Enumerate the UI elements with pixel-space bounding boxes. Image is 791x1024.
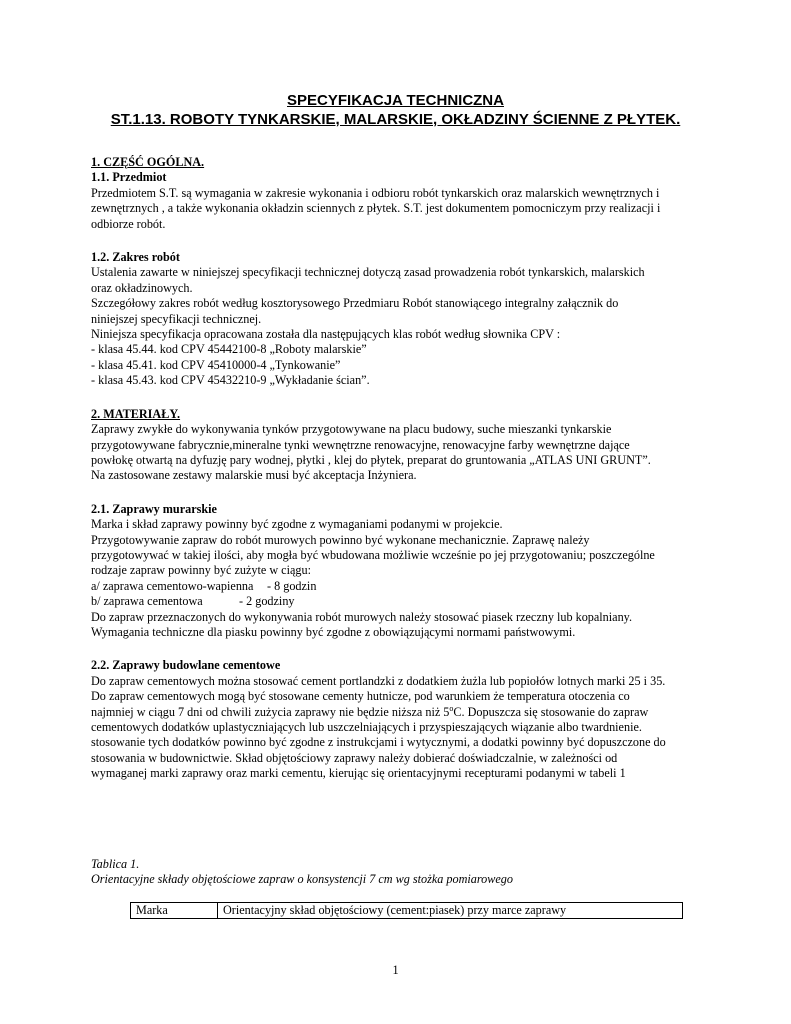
paragraph-line: Zaprawy zwykłe do wykonywania tynków przygotowywane na placu budowy, suche mieszanki tynkarskie <box>91 422 612 437</box>
document-subtitle: ST.1.13. ROBOTY TYNKARSKIE, MALARSKIE, OKŁADZINY ŚCIENNE Z PŁYTEK. <box>110 111 681 128</box>
paragraph-line: Szczegółowy zakres robót według kosztorysowego Przedmiaru Robót stanowiącego integralny załącznik do <box>91 296 619 311</box>
section-1-1-heading: 1.1. Przedmiot <box>91 170 167 185</box>
paragraph-line: wymaganej marki zaprawy oraz marki cementu, kierując się orientacyjnymi recepturami podanymi w tabeli 1 <box>91 766 626 781</box>
degree-superscript: o <box>449 703 454 713</box>
paragraph-line: Na zastosowane zestawy malarskie musi być akceptacja Inżyniera. <box>91 468 417 483</box>
page-number: 1 <box>392 963 399 977</box>
text-fragment: najmniej w ciągu 7 dni od chwili zużycia zaprawy nie będzie niższa niż 5 <box>91 704 450 719</box>
paragraph-line: stosowanie tych dodatków powinno być zgodne z instrukcjami i wytycznymi, a dodatki powinny być dopuszczone do <box>91 735 666 750</box>
paragraph-line: przygotowywane fabrycznie,mineralne tynki wewnętrzne renowacyjne, renowacyjne farby wewnętrzne dające <box>91 437 630 452</box>
table-header-cell: Marka <box>131 903 218 919</box>
paragraph-line: Niniejsza specyfikacja opracowana została dla następujących klas robót według słownika CPV : <box>91 327 561 342</box>
text-fragment: C. Dopuszcza się stosowanie do zapraw <box>453 704 649 719</box>
paragraph-line: Do zapraw cementowych można stosować cement portlandzki z dodatkiem żużla lub popiołów lotnych marki 25 i 35. <box>91 673 666 688</box>
paragraph-line: rodzaje zapraw powinny być zużyte w ciągu: <box>91 563 311 578</box>
mortar-item-b <box>91 594 711 609</box>
list-item: - klasa 45.43. kod CPV 45432210-9 „Wykładanie ścian”. <box>91 373 370 388</box>
table-row <box>131 903 683 919</box>
paragraph-line: Do zapraw cementowych mogą być stosowane cementy hutnicze, pod warunkiem że temperatura otoczenia co <box>91 689 630 704</box>
paragraph-line: odbiorze robót. <box>91 216 166 231</box>
paragraph-line: Przygotowywanie zapraw do robót murowych powinno być wykonane mechanicznie. Zaprawę należy <box>91 532 590 547</box>
paragraph-line: Wymagania techniczne dla piasku powinny być zgodne z obowiązującymi normami państwowymi. <box>91 624 576 639</box>
paragraph-line: Marka i skład zaprawy powinny być zgodne z wymaganiami podanymi w projekcie. <box>91 517 503 532</box>
paragraph-line: Przedmiotem S.T. są wymagania w zakresie wykonania i odbioru robót tynkarskich oraz malarskich wewnętrznych i <box>91 185 660 200</box>
table-caption-title: Orientacyjne składy objętościowe zapraw o konsystencji 7 cm wg stożka pomiarowego <box>91 872 513 887</box>
section-2-1-heading: 2.1. Zaprawy murarskie <box>91 501 217 516</box>
paragraph-line: stosowania w budownictwie. Skład objętościowy zaprawy należy dobierać doświadczalnie, w zależności od <box>91 750 618 765</box>
paragraph-line: oraz okładzinowych. <box>91 280 193 295</box>
paragraph-line: Do zapraw przeznaczonych do wykonywania robót murowych należy stosować piasek rzeczny lub kopalniany. <box>91 609 633 624</box>
document-body <box>91 155 711 782</box>
paragraph-line: cementowych dodatków uplastyczniających lub uszczelniających i przyspieszających wiązanie albo twardnienie. <box>91 720 642 734</box>
mortar-b-time: - 2 godziny <box>239 594 295 609</box>
mortar-a-name: a/ zaprawa cementowo-wapienna <box>91 578 254 593</box>
mortar-a-time: - 8 godzin <box>267 578 317 593</box>
section-2-2-heading: 2.2. Zaprawy budowlane cementowe <box>91 658 281 673</box>
list-item: - klasa 45.41. kod CPV 45410000-4 „Tynkowanie” <box>91 357 341 372</box>
paragraph-line: powłokę otwartą na dyfuzję pary wodnej, płytki , klej do płytek, preparat do gruntowania „ATLAS UNI GRUNT”. <box>91 452 651 467</box>
paragraph-line: przygotowywać w takiej ilości, aby mogła być wbudowana możliwie wcześnie po jej przygotowaniu; poszczególne <box>91 547 655 562</box>
section-2-heading: 2. MATERIAŁY. <box>91 406 181 421</box>
section-1-2-heading: 1.2. Zakres robót <box>91 250 180 265</box>
table-header-cell: Orientacyjny skład objętościowy (cement:piasek) przy marce zaprawy <box>218 903 683 919</box>
list-item: - klasa 45.44. kod CPV 45442100-8 „Roboty malarskie” <box>91 342 367 357</box>
mortar-item-a <box>91 579 711 594</box>
table-caption <box>91 857 711 888</box>
mortar-b-name: b/ zaprawa cementowa <box>91 594 203 609</box>
table-caption-number: Tablica 1. <box>91 857 140 871</box>
paragraph-line: niniejszej specyfikacji technicznej. <box>91 311 262 326</box>
paragraph-line <box>91 705 711 720</box>
paragraph-line: Ustalenia zawarte w niniejszej specyfikacji technicznej dotyczą zasad prowadzenia robót tynkarskich, malarskich <box>91 265 645 280</box>
document-title: SPECYFIKACJA TECHNICZNA <box>287 92 504 109</box>
section-1-heading: 1. CZĘŚĆ OGÓLNA. <box>91 155 205 169</box>
paragraph-line: zewnętrznych , a także wykonania okładzin sciennych z płytek. S.T. jest dokumentem pomocniczym przy realizacji i <box>91 201 661 216</box>
mortar-composition-table <box>130 902 683 919</box>
